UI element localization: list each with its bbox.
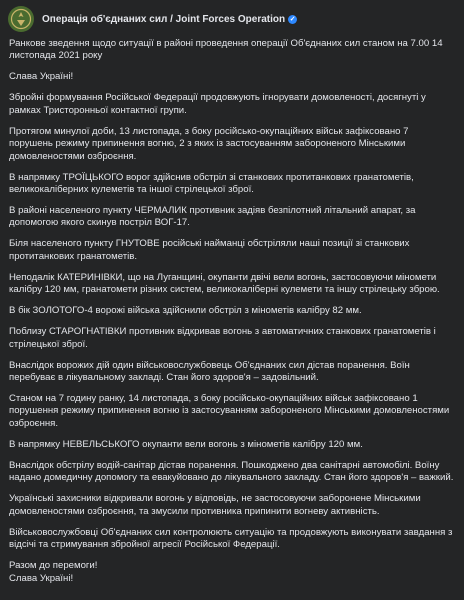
post-paragraph: В бік ЗОЛОТОГО-4 ворожі війська здійснили обстріл з мінометів калібру 82 мм. [9, 305, 362, 317]
post-paragraph: Ранкове зведення щодо ситуації в районі проведення операції Об'єднаних сил станом на 7.00 14 листопада 2021 року [9, 38, 443, 62]
post-paragraph: Поблизу СТАРОГНАТІВКИ противник відкривав вогонь з автоматичних станкових гранатометів і стрілецької зброї. [9, 326, 436, 350]
jfo-emblem-icon [10, 8, 32, 30]
verified-badge-icon: ✓ [289, 15, 296, 23]
post-paragraph: Внаслідок обстрілу водій-санітар дістав поранення. Пошкоджено два санітарні автомобілі. Воїну надано домедичну допомогу та евакуйовано до лікувального закладу. Стан його здоров'я – важкий. [9, 459, 454, 484]
post-paragraph: Військовослужбовці Об'єднаних сил контролюють ситуацію та продовжують виконувати завдання з відсічі та стримування збройної агресії Російської Федерації. [9, 526, 453, 551]
post-paragraph: В напрямку ТРОЇЦЬКОГО ворог здійснив обстріл зі станкових протитанкових гранатометів, великокаліберних кулеметів та іншої стрілецької зброї. [9, 171, 414, 196]
post-paragraph: Неподалік КАТЕРИНІВКИ, що на Луганщині, окупанти двічі вели вогонь, застосовуючи міномети калібру 120 мм, гранатомети різних систем, великокаліберні кулемети та іншу стрілецьку зброю. [9, 271, 440, 296]
post-text [0, 38, 464, 585]
post-paragraph: Протягом минулої доби, 13 листопада, з боку російсько-окупаційних військ зафіксовано 7 порушень режиму припинення вогню, 2 з яких із застосуванням забороненого Мінськими домовленостями озброєння. [9, 125, 409, 162]
post-header [0, 0, 464, 38]
closing-line: Разом до перемоги! [9, 560, 98, 572]
post-paragraph: В напрямку НЕВЕЛЬСЬКОГО окупанти вели вогонь з мінометів калібру 120 мм. [9, 438, 363, 450]
post-paragraph: Українські захисники відкривали вогонь у відповідь, не застосовуючи заборонене Мінськими домовленостями озброєння, та змусили противника припинити вогневу активність. [9, 493, 421, 517]
post-paragraph: Внаслідок ворожих дій один військовослужбовець Об'єднаних сил дістав поранення. Воїн перебуває в лікувальному закладі. Стан його здоров'я – задовільний. [9, 359, 410, 384]
page-name-link[interactable]: Операція об'єднаних сил / Joint Forces Operation [42, 13, 286, 25]
post-paragraph: Слава Україні! [9, 71, 74, 83]
page-name-line [42, 14, 297, 25]
post-closing [9, 560, 455, 585]
post-paragraph: Збройні формування Російської Федерації продовжують ігнорувати домовленості, досягнуті у рамках Тристоронньої контактної групи. [9, 92, 426, 116]
closing-line: Слава Україні! [9, 572, 74, 584]
page-avatar[interactable] [8, 6, 34, 32]
post-paragraph: В районі населеного пункту ЧЕРМАЛИК противник задіяв безпілотний літальний апарат, за допомогою якого скинув постріл ВОГ-17. [9, 205, 416, 229]
post-paragraph: Станом на 7 годину ранку, 14 листопада, з боку російсько-окупаційних військ зафіксовано 1 порушення режиму припинення вогню із застосуванням забороненого Мінськими домовленостями озброєння. [9, 393, 450, 429]
post-paragraph: Біля населеного пункту ГНУТОВЕ російські найманці обстріляли наші позиції зі станкових протитанкових гранатометів. [9, 238, 410, 262]
